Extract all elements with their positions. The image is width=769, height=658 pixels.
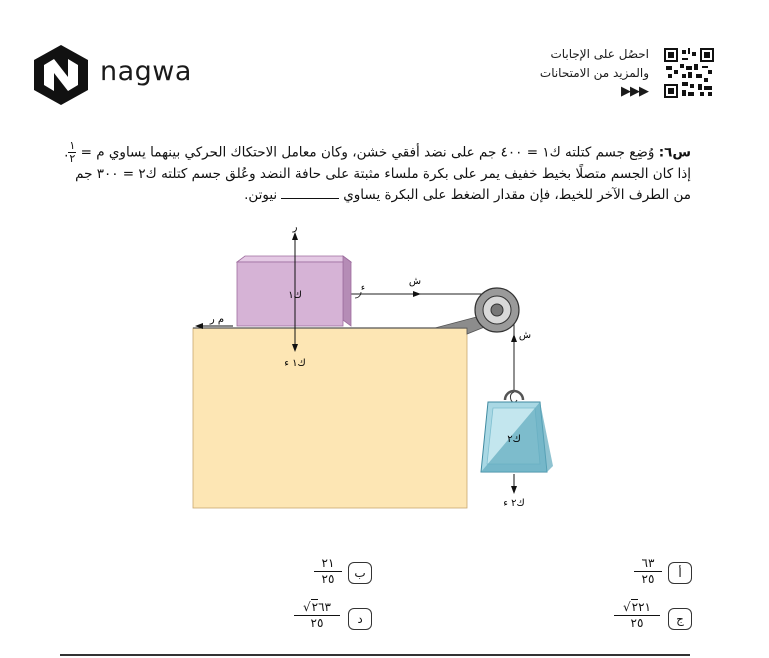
promo-arrows[interactable]: ▶▶▶ (621, 84, 648, 99)
option-d-value (294, 600, 340, 631)
option-b-badge[interactable]: ب (348, 562, 372, 584)
option-c-value (614, 600, 660, 631)
option-d-radicand: ٢ (311, 600, 319, 614)
option-d-denominator: ٢٥ (310, 616, 324, 630)
option-c-badge[interactable]: ج (668, 608, 692, 630)
question-line-3 (244, 187, 691, 203)
option-c[interactable] (614, 600, 700, 640)
label-tension2: ش (518, 330, 532, 341)
question-line-2: إذا كان الجسم متصلًا بخيط خفيف يمر على بكرة ملساء مثبتة على حافة النضد وعُلق جسم كتلته ك٢ = ٣٠٠ جم (75, 166, 691, 182)
option-b-denominator: ٢٥ (321, 572, 335, 586)
option-a-value (634, 556, 662, 587)
pulley-diagram (185, 222, 585, 512)
question-line-1-text: وُضِع جسم كتلته ك١ = ٤٠٠ جم على نضد أفقي خشن، وكان معامل الاحتكاك الحركي بينهما يساوي م = (80, 144, 655, 161)
mu-numerator: ١ (69, 139, 76, 152)
option-c-denominator: ٢٥ (630, 616, 644, 630)
option-d-radical: √٢ (303, 600, 319, 614)
option-c-radicand: ٢ (631, 600, 639, 614)
question-number: س٦: (658, 144, 691, 161)
option-d[interactable] (294, 600, 380, 640)
option-d-badge[interactable]: د (348, 608, 372, 630)
qr-code-icon[interactable] (664, 48, 714, 98)
option-b-numerator: ٢١ (314, 556, 342, 572)
option-b-value (314, 556, 342, 587)
question-line-3-after: نيوتن. (244, 187, 278, 203)
option-c-radical: √٢ (623, 600, 639, 614)
label-angle: ء (360, 283, 366, 293)
option-a-denominator: ٢٥ (641, 572, 655, 586)
mu-denominator: ٢ (69, 152, 76, 165)
answer-blank (281, 198, 339, 199)
promo-line-2[interactable]: والمزيد من الامتحانات (539, 66, 649, 80)
option-b[interactable] (310, 556, 380, 596)
promo-line-1[interactable]: احصُل على الإجابات (550, 47, 649, 61)
label-normal: ر (292, 222, 298, 233)
normal-arrow (292, 232, 298, 240)
tension1-arrow (413, 291, 421, 297)
label-weight2: ك٢ ء (503, 498, 525, 509)
table-surface (193, 328, 467, 508)
question-line-3-before: من الطرف الآخر للخيط، فإن مقدار الضغط على البكرة يساوي (343, 187, 691, 203)
brand-name: nagwa (100, 56, 192, 87)
option-d-numerator: ٦٣ (318, 600, 331, 614)
question-line-1: س٦: وُضِع جسم كتلته ك١ = ٤٠٠ جم على نضد أفقي خشن، وكان معامل الاحتكاك الحركي بينهما يساوي م = $\frac{١}{٢}$ . (64, 139, 691, 165)
label-weight-m2: ك٢ (507, 434, 521, 445)
mu-fraction (68, 140, 76, 165)
tension2-arrow (511, 334, 517, 342)
bottom-rule (60, 654, 690, 656)
option-a[interactable] (630, 556, 700, 596)
nagwa-logo-icon (30, 44, 92, 106)
weight2-arrow (511, 486, 517, 494)
label-weight1: ك١ ء (284, 358, 306, 369)
option-a-badge[interactable]: أ (668, 562, 692, 584)
label-block-m1: ك١ (288, 290, 302, 301)
label-friction: م ر (209, 314, 225, 325)
option-a-numerator: ٦٣ (634, 556, 662, 572)
option-c-numerator: ٢١ (638, 600, 651, 614)
label-tension1: ش (408, 276, 422, 287)
